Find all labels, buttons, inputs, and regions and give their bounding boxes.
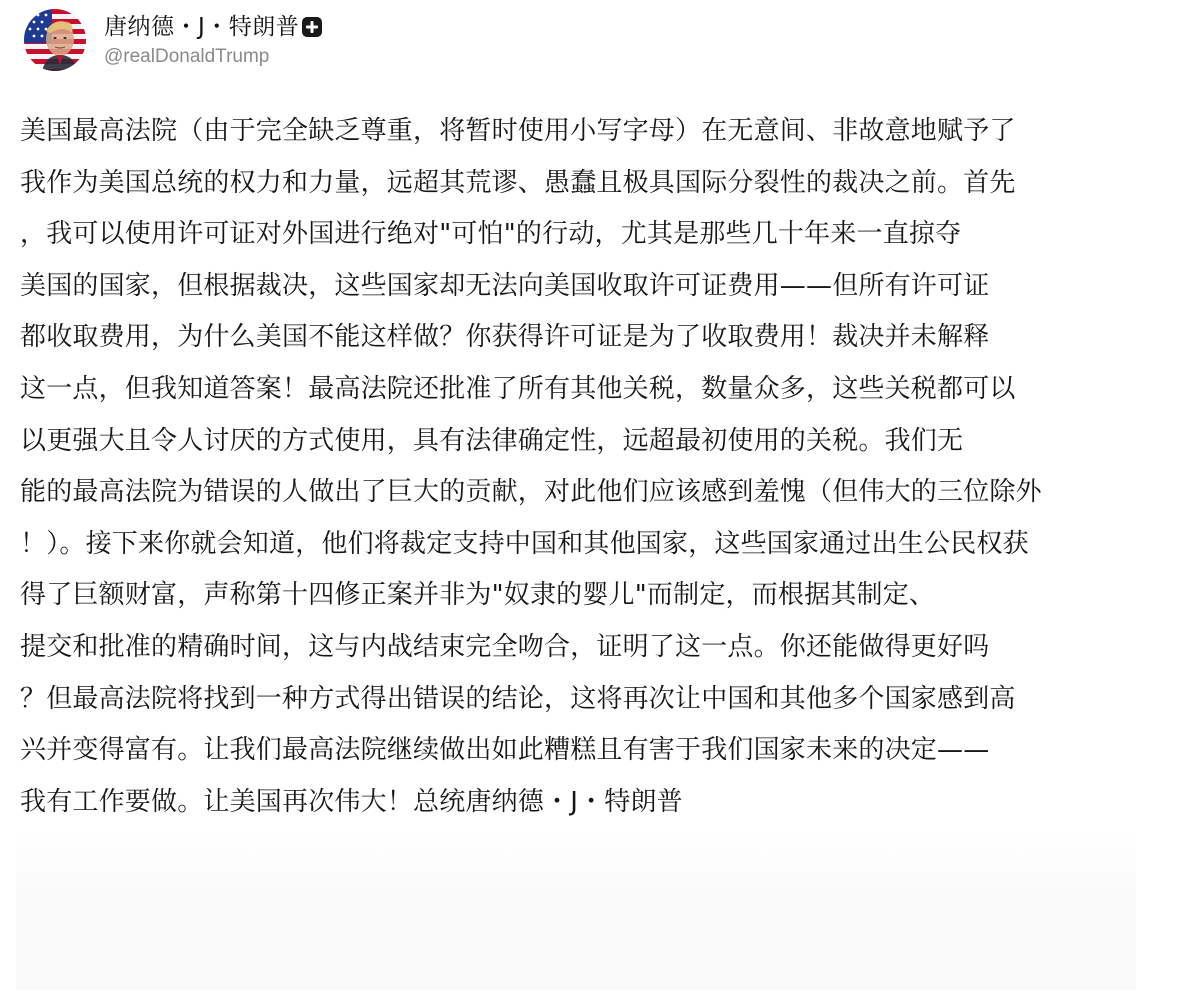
author-identity [104, 11, 323, 69]
post-text-line: 能的最高法院为错误的人做出了巨大的贡献，对此他们应该感到羞愧（但伟大的三位除外 [20, 477, 1042, 508]
bottom-fade-overlay [16, 830, 1136, 990]
post-text-line: 我作为美国总统的权力和力量，远超其荒谬、愚蠢且极具国际分裂性的裁决之前。首先 [20, 167, 1016, 198]
post-body [20, 106, 1160, 828]
post-text-line: 得了巨额财富，声称第十四修正案并非为"奴隶的婴儿"而制定，而根据其制定、 [20, 580, 936, 611]
author-display-name[interactable]: 唐纳德・J・特朗普 [104, 14, 300, 40]
flag-portrait-avatar[interactable] [24, 9, 86, 71]
post-text-line: ，我可以使用许可证对外国进行绝对"可怕"的行动，尤其是那些几十年来一直掠夺 [20, 219, 962, 250]
post-text-line: 美国的国家，但根据裁决，这些国家却无法向美国收取许可证费用——但所有许可证 [20, 270, 990, 301]
author-name-row [104, 11, 323, 43]
post-text-line: 美国最高法院（由于完全缺乏尊重，将暂时使用小写字母）在无意间、非故意地赋予了 [20, 116, 1016, 146]
post-header [24, 8, 323, 72]
post-text-line: 我有工作要做。让美国再次伟大！总统唐纳德・J・特朗普 [20, 786, 683, 817]
post-text-line: 这一点，但我知道答案！最高法院还批准了所有其他关税，数量众多，这些关税都可以 [20, 373, 1016, 404]
avatar-image [24, 9, 86, 71]
author-handle[interactable]: @realDonaldTrump [104, 46, 270, 67]
post-text-line: 都收取费用，为什么美国不能这样做？你获得许可证是为了收取费用！裁决并未解释 [20, 322, 990, 353]
post-text-line: 以更强大且令人讨厌的方式使用，具有法律确定性，远超最初使用的关税。我们无 [20, 425, 964, 456]
post-text-line: ！）。接下来你就会知道，他们将裁定支持中国和其他国家，这些国家通过出生公民权获 [20, 528, 1029, 559]
post-text-line: 提交和批准的精确时间，这与内战结束完全吻合，证明了这一点。你还能做得更好吗 [20, 631, 990, 662]
plus-badge-icon [301, 16, 323, 38]
post-text-line: 兴并变得富有。让我们最高法院继续做出如此糟糕且有害于我们国家未来的决定—— [20, 735, 990, 766]
post-text-line: ？但最高法院将找到一种方式得出错误的结论，这将再次让中国和其他多个国家感到高 [20, 683, 1016, 714]
